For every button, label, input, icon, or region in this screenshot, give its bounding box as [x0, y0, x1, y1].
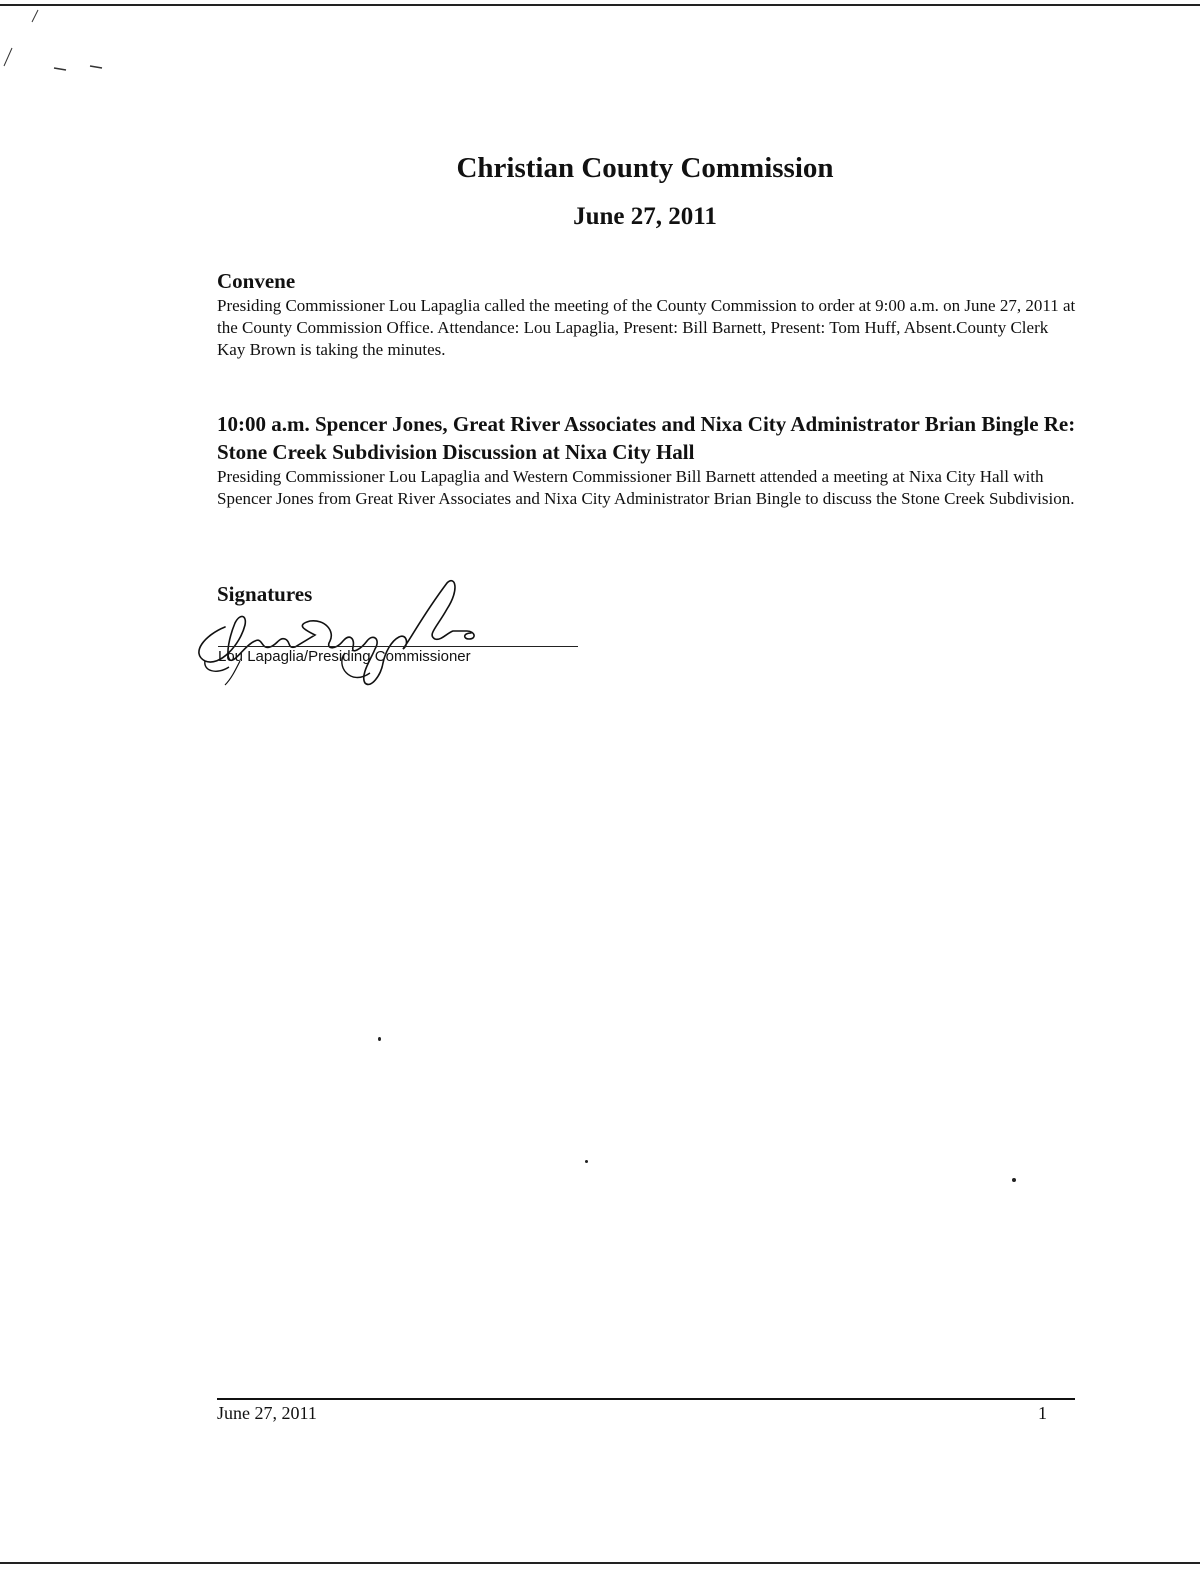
section-convene [217, 269, 1077, 361]
signature-line [218, 646, 578, 647]
page-number: 1 [1038, 1403, 1047, 1423]
footer-date: June 27, 2011 [217, 1403, 317, 1423]
scan-top-edge-line [0, 4, 1200, 6]
scan-bottom-edge-line [0, 1562, 1200, 1564]
scan-speck [378, 1037, 381, 1041]
footer-rule [217, 1398, 1075, 1400]
scan-speck [1012, 1178, 1016, 1182]
section-heading: Convene [217, 269, 296, 293]
section-stone-creek-meeting [217, 410, 1077, 510]
section-body: Presiding Commissioner Lou Lapaglia called the meeting of the County Commission to order at 9:00 a.m. on June 27, 2011 at the County Commission Office. Attendance: Lou Lapaglia, Present: Bill Barnett, Present: Tom Huff, Absent.County Clerk Kay Brown is taking the minutes. [217, 296, 1076, 359]
scan-speck [585, 1160, 588, 1163]
scan-corner-marks [0, 0, 120, 80]
section-body: Presiding Commissioner Lou Lapaglia and Western Commissioner Bill Barnett attended a meeting at Nixa City Hall with Spencer Jones from Great River Associates and Nixa City Administrator Brian Bingle to discuss the Stone Creek Subdivision. [217, 467, 1075, 508]
handwritten-signature [185, 575, 495, 690]
signature-caption: Lou Lapaglia/Presiding Commissioner [218, 648, 471, 665]
section-heading: 10:00 a.m. Spencer Jones, Great River Associates and Nixa City Administrator Brian Bingle Re: Stone Creek Subdivision Discussion at Nixa City Hall [217, 412, 1076, 464]
document-date: June 27, 2011 [573, 203, 717, 230]
document-title: Christian County Commission [456, 152, 834, 184]
signatures-heading: Signatures [217, 582, 313, 606]
